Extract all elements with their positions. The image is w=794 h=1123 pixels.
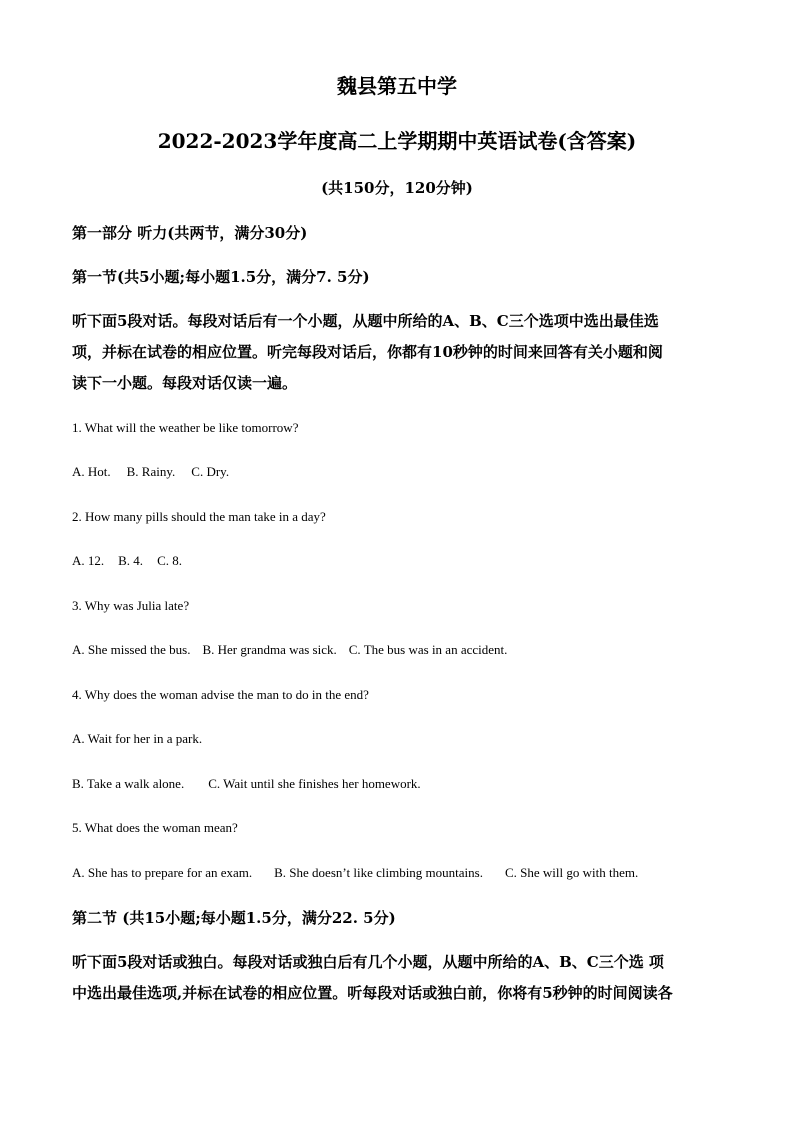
question-4-option-b[interactable]: B. Take a walk alone. [72,776,185,791]
question-3-option-c[interactable]: C. The bus was in an accident. [348,642,508,657]
question-4-option-c[interactable]: C. Wait until she finishes her homework. [208,776,421,791]
question-5-stem: 5. What does the woman mean? [72,820,238,835]
question-3-option-b[interactable]: B. Her grandma was sick. [202,642,337,657]
question-5-option-c[interactable]: C. She will go with them. [504,865,639,880]
section2-instruction-line: 听下面5段对话或独白。每段对话或独白后有几个小题，从题中所给的A、B、C三个选 项 [72,953,664,971]
question-1-options [72,464,229,480]
question-5-option-b[interactable]: B. She doesn’t like climbing mountains. [274,865,483,880]
question-5-options [72,865,638,881]
question-4-option-a[interactable]: A. Wait for her in a park. [72,731,203,746]
question-2-option-a[interactable]: A. 12. [72,553,105,568]
school-name: 魏县第五中学 [337,74,457,98]
question-3-options [72,642,507,658]
section1-instruction-line: 项，并标在试卷的相应位置。听完每段对话后，你都有10秒钟的时间来回答有关小题和阅 [72,343,663,361]
question-3-stem: 3. Why was Julia late? [72,598,190,613]
section2-instruction-line: 中选出最佳选项,并标在试卷的相应位置。听每段对话或独白前，你将有5秒钟的时间阅读各 [72,984,673,1002]
section1-instruction-line: 听下面5段对话。每段对话后有一个小题，从题中所给的A、B、C三个选项中选出最佳选 [72,312,659,330]
question-1-stem: 1. What will the weather be like tomorrow? [72,420,299,435]
question-2-option-c[interactable]: C. 8. [157,553,182,568]
question-1-option-c[interactable]: C. Dry. [191,464,230,479]
question-5-option-a[interactable]: A. She has to prepare for an exam. [72,865,253,880]
question-3-option-a[interactable]: A. She missed the bus. [72,642,191,657]
question-2-option-b[interactable]: B. 4. [118,553,144,568]
question-2-stem: 2. How many pills should the man take in a day? [72,509,326,524]
question-1-option-b[interactable]: B. Rainy. [126,464,176,479]
section1-instruction-line: 读下一小题。每段对话仅读一遍。 [72,374,298,392]
part1-title: 第一部分 听力(共两节，满分30分) [72,224,308,242]
question-4-options-bc [72,776,421,792]
question-4-stem: 4. Why does the woman advise the man to do in the end? [72,687,369,702]
exam-meta: (共150分，120分钟) [321,179,473,197]
question-1-option-a[interactable]: A. Hot. [72,464,111,479]
section2-title: 第二节 (共15小题;每小题1.5分，满分22. 5分) [72,909,396,927]
section1-title: 第一节(共5小题;每小题1.5分，满分7. 5分) [72,268,370,286]
exam-title: 2022-2023学年度高二上学期期中英语试卷(含答案) [157,129,637,153]
question-2-options [72,553,182,569]
